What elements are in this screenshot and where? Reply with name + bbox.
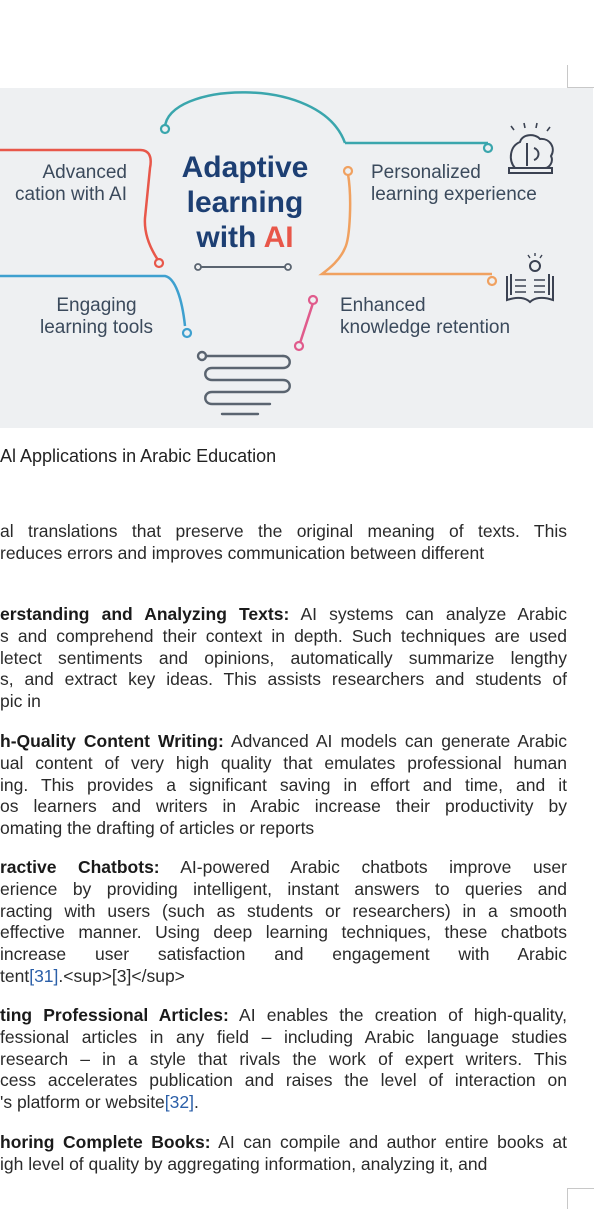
pink-line xyxy=(300,303,313,343)
paragraph-line: reduces errors and improves communication between different xyxy=(0,542,485,563)
branch-personalized-dot xyxy=(484,144,492,152)
paragraph-line: pic in xyxy=(0,691,41,712)
paragraph-line: ting Professional Articles: AI enables the creation of high-quality, xyxy=(0,1005,567,1025)
paragraph-line: fessional articles in any field – including Arabic language studies xyxy=(0,1026,567,1047)
paragraph-line: s and comprehend their context in depth. Such techniques are used xyxy=(0,625,567,646)
adaptive-learning-figure xyxy=(0,88,593,428)
book-bulb-icon xyxy=(507,253,553,302)
branch-enhanced-dot xyxy=(488,277,496,285)
lightbulb-diagram xyxy=(0,88,593,428)
paragraph-line: effective manner. Using deep learning techniques, these chatbots xyxy=(0,922,567,943)
pink-bottom-dot xyxy=(295,342,303,350)
paragraph-line: erience by providing intelligent, instant answers to queries and xyxy=(0,878,567,899)
paragraph-heading: ting Professional Articles: xyxy=(0,1005,229,1025)
bulb-top-arc xyxy=(165,92,345,143)
paragraph-line: racting with users (such as students or researchers) in a smooth xyxy=(0,900,567,921)
page-corner-mark-bottom xyxy=(567,1188,594,1209)
paragraph-understanding-texts xyxy=(0,604,567,713)
label-enhanced-retention: Enhanced knowledge retention xyxy=(340,295,511,338)
figure-title: Adaptive learning with AI xyxy=(181,151,309,254)
paragraph-line: tent[31].<sup>[3]</sup> xyxy=(0,965,185,986)
paragraph-content-writing xyxy=(0,731,567,840)
paragraph-line: omating the drafting of articles or reports xyxy=(0,818,315,839)
paragraph-complete-books xyxy=(0,1132,567,1176)
paragraph-line: research – in a style that rivals the work of expert writers. This xyxy=(0,1048,567,1069)
arc-end-dot xyxy=(161,125,169,133)
citation-link[interactable]: [32] xyxy=(164,1092,194,1113)
branch-advanced-dot xyxy=(155,259,163,267)
paragraph-professional-articles xyxy=(0,1005,567,1114)
label-engaging-tools: Engaging learning tools xyxy=(39,295,153,338)
figure-caption: Al Applications in Arabic Education xyxy=(0,446,277,466)
paragraph-line: increase user satisfaction and engagement with Arabic xyxy=(0,944,567,965)
paragraph-line: 's platform or website[32]. xyxy=(0,1092,199,1113)
paragraph-chatbots xyxy=(0,857,567,988)
paragraph-line: ing. This provides a significant saving in effort and time, and it xyxy=(0,774,567,795)
orange-start-dot xyxy=(344,167,352,175)
branch-engaging-dot xyxy=(183,329,191,337)
pink-top-dot xyxy=(309,296,317,304)
label-advanced-education: Advanced cation with AI xyxy=(15,162,127,205)
paragraph-line: ractive Chatbots: AI-powered Arabic chatbots improve user xyxy=(0,857,567,877)
paragraph-line: letect sentiments and opinions, automatically summarize lengthy xyxy=(0,647,567,668)
paragraph-line: horing Complete Books: AI can compile and author entire books at xyxy=(0,1132,568,1152)
label-personalized-learning: Personalized learning experience xyxy=(371,162,537,205)
citation-link[interactable]: [31] xyxy=(29,965,59,986)
paragraph-line: igh level of quality by aggregating information, analyzing it, and xyxy=(0,1153,488,1174)
paragraph-heading: h-Quality Content Writing: xyxy=(0,731,224,751)
bulb-base-icon xyxy=(198,352,290,414)
paragraph-heading: horing Complete Books: xyxy=(0,1132,211,1152)
page-corner-mark-top xyxy=(567,65,594,88)
paragraph-line: s, and extract key ideas. This assists researchers and students of xyxy=(0,669,567,690)
paragraph-translations xyxy=(0,521,567,565)
paragraph-heading: ractive Chatbots: xyxy=(0,857,160,877)
paragraph-line: h-Quality Content Writing: Advanced AI models can generate Arabic xyxy=(0,731,567,751)
paragraph-line: al translations that preserve the original meaning of texts. This xyxy=(0,521,567,541)
paragraph-line: ual content of very high quality that emulates professional human xyxy=(0,752,567,773)
paragraph-heading: erstanding and Analyzing Texts: xyxy=(0,604,290,624)
paragraph-line: os learners and writers in Arabic increase their productivity by xyxy=(0,796,567,817)
paragraph-line: erstanding and Analyzing Texts: AI systems can analyze Arabic xyxy=(0,604,567,624)
paragraph-line: cess accelerates publication and raises the level of interaction on xyxy=(0,1070,567,1091)
